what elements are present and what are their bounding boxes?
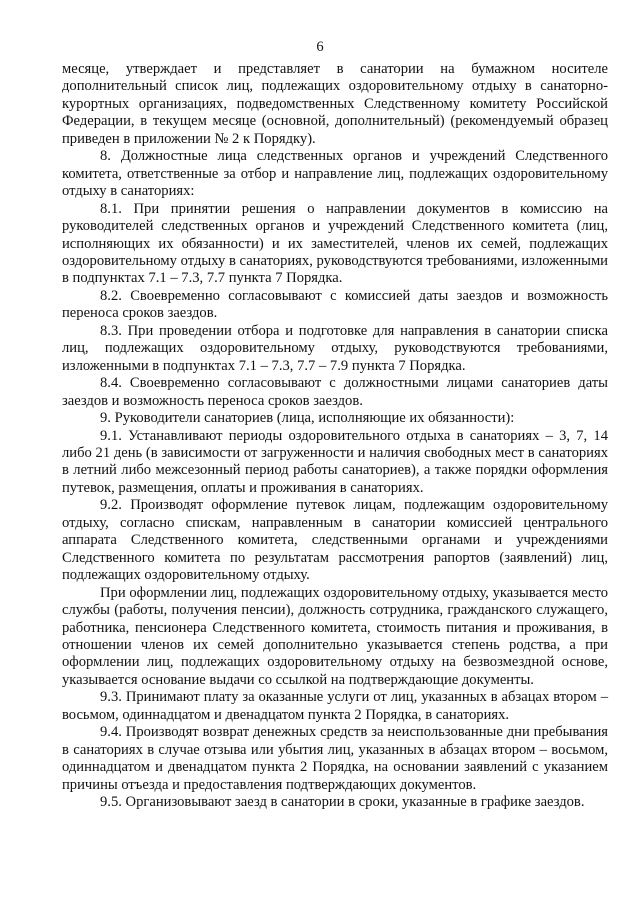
document-body [62, 61, 608, 811]
paragraph-9-2: 9.2. Производят оформление путевок лицам, подлежащим оздоровительному отдыху, согласно спискам, направленным в санатории комиссией центрального аппарата Следственного комитета, следственными органами и учреждениями Следственного комитета по результатам рассмотрения рапортов (заявлений) лиц, подлежащих оздоровительному отдыху. [62, 497, 608, 584]
paragraph-9-3: 9.3. Принимают плату за оказанные услуги от лиц, указанных в абзацах втором – восьмом, одиннадцатом и двенадцатом пункта 2 Порядка, в санаториях. [62, 689, 608, 723]
paragraph-8-4: 8.4. Своевременно согласовывают с должностными лицами санаториев даты заездов и возможность переноса сроков заездов. [62, 375, 608, 409]
paragraph-9-2-details: При оформлении лиц, подлежащих оздоровительному отдыху, указывается место службы (работы, получения пенсии), должность сотрудника, гражданского служащего, работника, пенсионера Следственного комитета, стоимость питания и проживания, в отношении членов их семей дополнительно указывается степень родства, а при оформлении лиц, подлежащих оздоровительному отдыху на безвозмездной основе, указывается основание выдачи со ссылкой на подтверждающие документы. [62, 584, 608, 688]
page-number: 6 [316, 39, 324, 55]
paragraph-8-1: 8.1. При принятии решения о направлении документов в комиссию на руководителей следственных органов и учреждений Следственного комитета (лиц, исполняющих их обязанности) и их заместителей, членов их семей, подлежащих оздоровительному отдыху в санаториях, руководствуются требованиями, изложенными в подпунктах 7.1 – 7.3, 7.7 пункта 7 Порядка. [62, 200, 608, 287]
paragraph-9-5: 9.5. Организовывают заезд в санатории в сроки, указанные в графике заездов. [100, 794, 585, 811]
paragraph-8-2: 8.2. Своевременно согласовывают с комиссией даты заездов и возможность переноса сроков заездов. [62, 287, 608, 322]
paragraph-9-4: 9.4. Производят возврат денежных средств за неиспользованные дни пребывания в санаториях в случае отзыва или убытия лиц, указанных в абзацах втором – восьмом, одиннадцатом и двенадцатом пункта 2 Порядка, на основании заявлений с указанием причины отъезда и предоставления подтверждающих документов. [62, 724, 608, 793]
paragraph-continuation: месяце, утверждает и представляет в санатории на бумажном носителе дополнительный список лиц, подлежащих оздоровительному отдыху в санаторно-курортных организациях, подведомственных Следственному комитету Российской Федерации, в текущем месяце (основной, дополнительный) (рекомендуемый образец приведен в приложении № 2 к Порядку). [62, 61, 608, 147]
paragraph-9-1: 9.1. Устанавливают периоды оздоровительного отдыха в санаториях – 3, 7, 14 либо 21 день (в зависимости от загруженности и наличия свободных мест в санаториях в летний либо межсезонный период работы санаториев), а также порядки оформления путевок, размещения, оплаты и проживания в санаториях. [62, 427, 608, 496]
paragraph-9: 9. Руководители санаториев (лица, исполняющие их обязанности): [100, 410, 515, 427]
paragraph-8: 8. Должностные лица следственных органов и учреждений Следственного комитета, ответственные за отбор и направление лиц, подлежащих оздоровительному отдыху в санаториях: [62, 148, 608, 200]
paragraph-8-3: 8.3. При проведении отбора и подготовке для направления в санатории списка лиц, подлежащих оздоровительному отдыху, руководствуются требованиями, изложенными в подпунктах 7.1 – 7.3, 7.7 – 7.9 пункта 7 Порядка. [62, 322, 608, 374]
